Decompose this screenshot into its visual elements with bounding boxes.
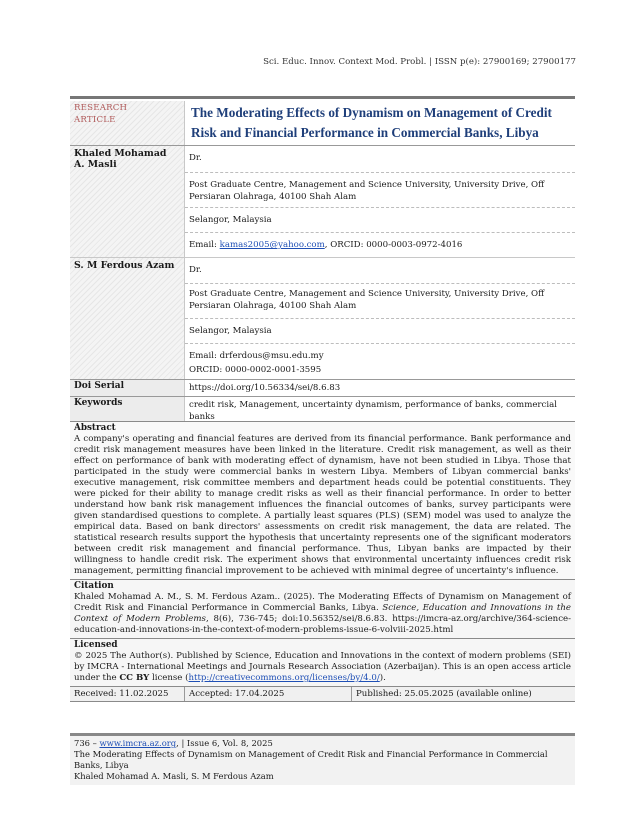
license-text-mid: license ( bbox=[149, 673, 189, 683]
citation-text-before: Khaled Mohamad A. M., S. M. Ferdous Azam.. (2025). The Moderating Effects of Dynamism on Management of Credit Risk and Financial Performance in Commercial Banks, Libya. bbox=[74, 592, 571, 613]
citation-text-after: , 8(6), 736-745; doi:10.56352/sei/8.6.83. https://imcra-az.org/archive/364-science-education-and-innovations-in-the-context-of-modern-problems-issue-6-volviii-2025.html bbox=[74, 614, 572, 635]
citation-heading: Citation bbox=[74, 581, 114, 591]
keywords-label-cell bbox=[70, 397, 185, 421]
author-2-orcid: ORCID: 0000-0002-0001-3595 bbox=[189, 365, 322, 375]
citation-text bbox=[74, 592, 571, 636]
citation-journal: Science, Education and Innovations in the Context of Modern Problems bbox=[74, 603, 571, 624]
doi-label: Doi Serial bbox=[74, 381, 124, 391]
license-section bbox=[70, 638, 575, 686]
footer-page: 736 – bbox=[74, 738, 100, 748]
title-row bbox=[70, 101, 575, 146]
author-1-cell bbox=[70, 146, 185, 257]
title-cell bbox=[185, 101, 575, 145]
article-type: RESEARCH ARTICLE bbox=[74, 103, 128, 125]
footer-issue: , | Issue 6, Vol. 8, 2025 bbox=[176, 738, 273, 748]
keywords-row bbox=[70, 397, 575, 421]
license-name: CC BY bbox=[119, 673, 150, 683]
author-block-2 bbox=[70, 257, 575, 379]
citation-section bbox=[70, 579, 575, 638]
author-2-title: Dr. bbox=[185, 258, 575, 284]
accepted-date: Accepted: 17.04.2025 bbox=[185, 687, 352, 701]
author-block-1 bbox=[70, 146, 575, 257]
author-1-email-label: Email: bbox=[189, 240, 220, 250]
license-url-link[interactable]: http://creativecommons.org/licenses/by/4.0/ bbox=[188, 673, 380, 683]
license-text-before: © 2025 The Author(s). Published by Science, Education and Innovations in the context of modern problems (SEI) by IMCRA - International Meetings and Journals Research Association (Azerbaijan). This is an open access article under the bbox=[74, 651, 571, 683]
author-2-affiliation: Post Graduate Centre, Management and Science University, University Drive, Off Persiaran Olahraga, 40100 Shah Alam bbox=[185, 284, 575, 319]
footer-authors: Khaled Mohamad A. Masli, S. M Ferdous Azam bbox=[74, 771, 274, 781]
footer-title: The Moderating Effects of Dynamism on Management of Credit Risk and Financial Performance in Commercial Banks, Libya bbox=[74, 749, 548, 770]
abstract-section bbox=[70, 421, 575, 579]
article-title: The Moderating Effects of Dynamism on Management of Credit Risk and Financial Performance in Commercial Banks, Libya bbox=[191, 105, 552, 140]
author-1-location: Selangor, Malaysia bbox=[185, 208, 575, 233]
author-2-name: S. M Ferdous Azam bbox=[74, 260, 175, 271]
abstract-text: A company's operating and financial features are derived from its financial performance. Bank performance and credit risk management measures have been linked in the literature. Credit risk management, as well as their effect on performance of bank with moderating effect of dynamism, have not been studied in Libya. Those that participated in the study were commercial banks in western Libya. Members of Libyan commercial banks' executive management, risk committee members and department heads could be potential constituents. They were picked for their ability to manage credit risks as well as their financial performance. In order to better understand how bank risk management influences the financial outcomes of banks, survey participants were given standardised questions to complete. A partially least squares (PLS) (SEM) model was used to analyze the empirical data. Based on bank directors' assessments on credit risk management, the data are related. The statistical research results support the hypothesis that uncertainty represents one of the significant moderators between credit risk management and financial performance. Thus, Libyan banks are impacted by their willingness to handle credit risk. The experiment shows that environmental uncertainty influences credit risk management, permitting financial improvement to be achieved with minimal degree of uncertainty's influence. bbox=[74, 434, 571, 576]
author-2-details bbox=[185, 258, 575, 379]
running-head: Sci. Educ. Innov. Context Mod. Probl. | ISSN p(e): 27900169; 27900177 bbox=[263, 57, 576, 67]
author-1-name: Khaled Mohamad A. Masli bbox=[74, 148, 167, 170]
license-text-after: ). bbox=[379, 673, 386, 683]
author-1-affiliation: Post Graduate Centre, Management and Science University, University Drive, Off Persiaran Olahraga, 40100 Shah Alam bbox=[185, 173, 575, 208]
keywords-value: credit risk, Management, uncertainty dynamism, performance of banks, commercial banks bbox=[189, 400, 557, 422]
published-date: Published: 25.05.2025 (available online) bbox=[356, 689, 532, 699]
license-heading: Licensed bbox=[74, 640, 118, 650]
author-1-email-link[interactable]: kamas2005@yahoo.com bbox=[219, 240, 325, 250]
author-2-location: Selangor, Malaysia bbox=[185, 319, 575, 344]
author-2-cell bbox=[70, 258, 185, 379]
author-1-details bbox=[185, 146, 575, 257]
top-rule bbox=[70, 96, 575, 99]
abstract-heading: Abstract bbox=[74, 423, 116, 433]
article-header bbox=[70, 101, 575, 702]
doi-value[interactable]: https://doi.org/10.56334/sei/8.6.83 bbox=[189, 383, 341, 393]
page-footer bbox=[70, 733, 575, 785]
article-type-cell bbox=[70, 101, 185, 145]
dates-row bbox=[70, 686, 575, 702]
footer-site-link[interactable]: www.imcra.az.org bbox=[99, 738, 177, 748]
author-2-email: Email: drferdous@msu.edu.my bbox=[189, 351, 324, 361]
author-1-orcid: , ORCID: 0000-0003-0972-4016 bbox=[324, 240, 463, 250]
license-text bbox=[74, 651, 571, 684]
received-date: Received: 11.02.2025 bbox=[70, 687, 185, 701]
doi-row bbox=[70, 379, 575, 397]
author-1-title: Dr. bbox=[185, 146, 575, 173]
author-1-contact bbox=[185, 233, 575, 257]
doi-label-cell bbox=[70, 380, 185, 396]
keywords-label: Keywords bbox=[74, 398, 123, 408]
footer-issue-line bbox=[74, 738, 571, 749]
